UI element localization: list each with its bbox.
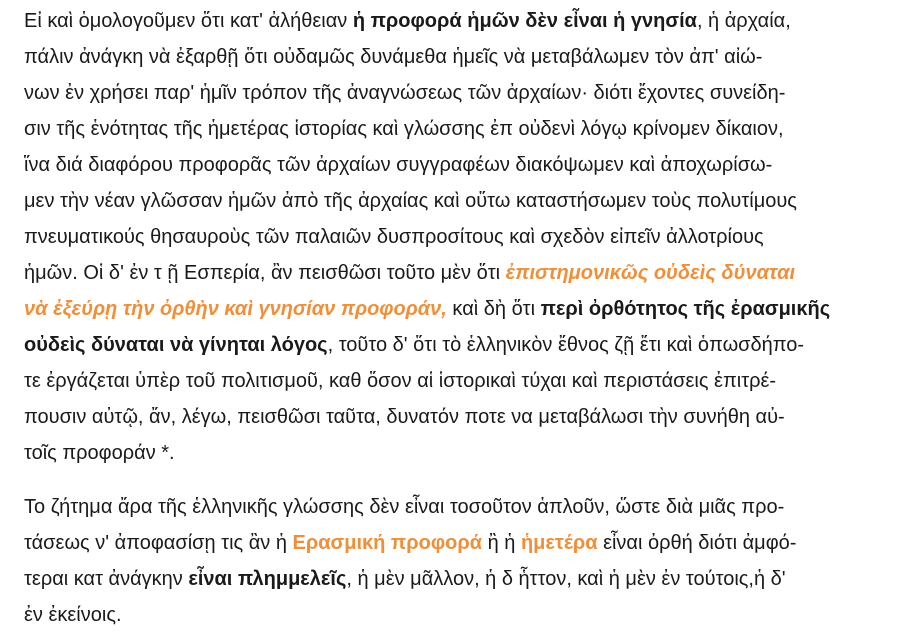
text-span: ἡμῶν. Οἱ δ' ἐν τ ῇ Εσπερία, ἂν πεισθῶσι τοῦτο μὲν ὅτι [24, 262, 506, 284]
highlight-phrase: ἡμετέρα [520, 532, 598, 554]
text-span: καὶ δὴ ὅτι [446, 298, 541, 320]
p1-line-13: τοῖς προφοράν *. [24, 442, 175, 464]
text-span: εἶναι ὀρθή διότι ἀμφό- [597, 532, 797, 554]
p1-line-4: σιν τῆς ἑνότητας τῆς ἡμετέρας ἱστορίας καὶ γλώσσης ἐπ οὐδενὶ λόγῳ κρίνομεν δίκαιον, [24, 118, 784, 140]
bold-phrase: ἡ προφορά ἡμῶν δὲν εἶναι ἡ γνησία [352, 10, 697, 32]
text-span: Εἰ καὶ ὁμολογοῦμεν ὅτι κατ' ἀλήθειαν [24, 10, 353, 32]
text-span: , ἡ ἀρχαία, [696, 10, 791, 32]
text-span: ἢ ἡ [482, 532, 521, 554]
p1-line-5: ἵνα διά διαφόρου προφορᾶς τῶν ἀρχαίων συγγραφέων διακόψωμεν καὶ ἀποχωρίσω- [24, 154, 773, 176]
highlight-phrase: νὰ ἐξεύρῃ τὴν ὀρθὴν καὶ γνησίαν προφοράν, [24, 298, 447, 320]
p1-line-10 [24, 328, 804, 362]
p1-line-3: νων ἐν χρήσει παρ' ἡμῖν τρόπον τῆς ἀναγνώσεως τῶν ἀρχαίων· διότι ἔχοντες συνείδη- [24, 82, 786, 104]
p1-line-7: πνευματικούς θησαυροὺς τῶν παλαιῶν δυσπροσίτους καὶ σχεδὸν εἰπεῖν ἀλλοτρίους [24, 226, 764, 248]
highlight-phrase: Ερασμική προφορά [292, 532, 483, 554]
p2-line-4: ἐν ἐκείνοις. [24, 604, 122, 626]
p2-line-3 [24, 562, 786, 596]
p1-line-2: πάλιν ἀνάγκη νὰ ἐξαρθῇ ὅτι οὐδαμῶς δυνάμεθα ἡμεῖς νὰ μεταβάλωμεν τὸν ἀπ' αἰώ- [24, 46, 763, 68]
bold-phrase: εἶναι πλημμελεῖς [188, 568, 347, 590]
text-span: , τοῦτο δ' ὅτι τὸ ἑλληνικὸν ἔθνος ζῇ ἔτι καὶ ὁπωσδήπο- [327, 334, 805, 356]
text-span: , ἡ μὲν μᾶλλον, ἡ δ ἧττον, καὶ ἡ μὲν ἐν τούτοις,ἡ δ' [346, 568, 786, 590]
p2-line-1: Το ζήτημα ἄρα τῆς ἑλληνικῆς γλώσσης δὲν εἶναι τοσοῦτον ἁπλοῦν, ὥστε διὰ μιᾶς προ- [24, 496, 785, 518]
p1-line-9 [24, 292, 830, 326]
text-span: τάσεως ν' ἀποφασίσῃ τις ἂν ἡ [24, 532, 293, 554]
bold-phrase: περὶ ὀρθότητος τῆς ἐρασμικῆς [540, 298, 831, 320]
p1-line-1 [24, 4, 791, 38]
p1-line-12: πουσιν αὐτῷ, ἄν, λέγω, πεισθῶσι ταῦτα, δυνατόν ποτε να μεταβάλωσι τὴν συνήθη αὐ- [24, 406, 785, 428]
p1-line-11: τε ἐργάζεται ὑπὲρ τοῦ πολιτισμοῦ, καθ ὅσον αἱ ἱστορικαὶ τύχαι καὶ περιστάσεις ἐπιτρέ- [24, 370, 777, 392]
bold-phrase: οὐδεὶς δύναται νὰ γίνηται λόγος [24, 334, 328, 356]
p1-line-6: μεν τὴν νέαν γλῶσσαν ἡμῶν ἀπὸ τῆς ἀρχαίας καὶ οὕτω καταστήσωμεν τοὺς πολυτίμους [24, 190, 797, 212]
p2-line-2 [24, 526, 796, 560]
text-span: τεραι κατ ἀνάγκην [24, 568, 189, 590]
p1-line-8 [24, 256, 795, 290]
highlight-phrase: ἐπιστημονικῶς οὐδεὶς δύναται [505, 262, 796, 284]
